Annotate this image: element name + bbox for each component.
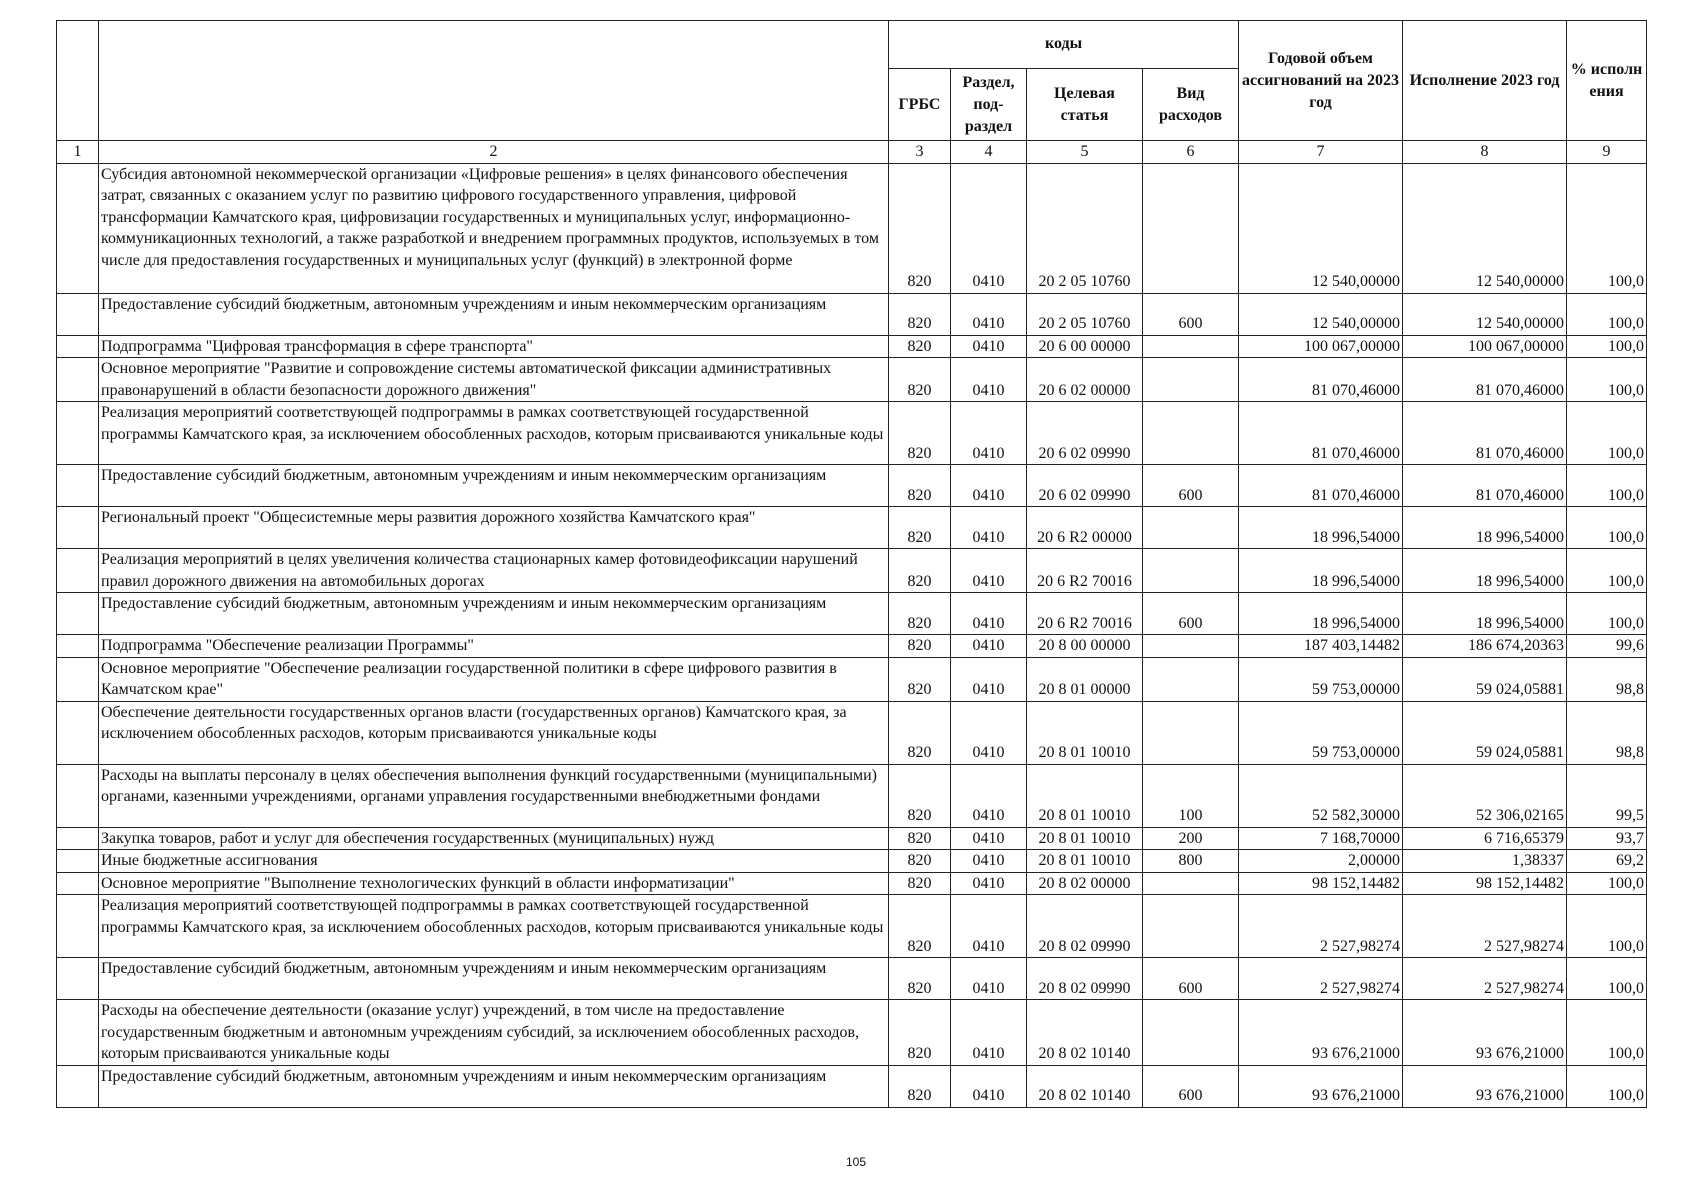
table-row	[57, 701, 1647, 764]
row-grbs: 820	[889, 549, 951, 593]
row-fact: 93 676,21000	[1403, 1065, 1567, 1107]
row-grbs: 820	[889, 335, 951, 358]
row-blank-cell	[57, 335, 99, 358]
row-percent: 100,0	[1567, 358, 1647, 402]
row-blank-cell	[57, 958, 99, 1000]
row-grbs: 820	[889, 701, 951, 764]
row-grbs: 820	[889, 635, 951, 658]
row-vid: 200	[1143, 827, 1239, 850]
row-plan: 12 540,00000	[1239, 163, 1403, 293]
row-name: Иные бюджетные ассигнования	[99, 850, 889, 873]
row-plan: 2,00000	[1239, 850, 1403, 873]
row-razdel: 0410	[951, 701, 1027, 764]
row-grbs: 820	[889, 465, 951, 507]
row-percent: 100,0	[1567, 593, 1647, 635]
row-blank-cell	[57, 850, 99, 873]
table-row	[57, 358, 1647, 402]
row-tselevaya: 20 8 02 10140	[1027, 1000, 1143, 1066]
row-grbs: 820	[889, 764, 951, 827]
row-percent: 100,0	[1567, 293, 1647, 335]
row-percent: 100,0	[1567, 549, 1647, 593]
row-razdel: 0410	[951, 657, 1027, 701]
row-razdel: 0410	[951, 293, 1027, 335]
table-row	[57, 293, 1647, 335]
row-fact: 98 152,14482	[1403, 872, 1567, 895]
table-row	[57, 549, 1647, 593]
row-blank-cell	[57, 507, 99, 549]
row-tselevaya: 20 6 02 00000	[1027, 358, 1143, 402]
row-plan: 81 070,46000	[1239, 402, 1403, 465]
row-tselevaya: 20 6 02 09990	[1027, 465, 1143, 507]
row-plan: 100 067,00000	[1239, 335, 1403, 358]
table-row	[57, 635, 1647, 658]
table-row	[57, 895, 1647, 958]
row-fact: 81 070,46000	[1403, 465, 1567, 507]
row-blank-cell	[57, 358, 99, 402]
row-name: Предоставление субсидий бюджетным, автономным учреждениям и иным некоммерческим организациям	[99, 593, 889, 635]
row-percent: 100,0	[1567, 507, 1647, 549]
header-tselevaya: Целевая статья	[1027, 69, 1143, 141]
page-number: 105	[846, 1155, 867, 1169]
header-vid: Вид расходов	[1143, 69, 1239, 141]
row-fact: 12 540,00000	[1403, 163, 1567, 293]
row-fact: 100 067,00000	[1403, 335, 1567, 358]
table-row	[57, 827, 1647, 850]
row-blank-cell	[57, 827, 99, 850]
row-grbs: 820	[889, 657, 951, 701]
row-vid	[1143, 701, 1239, 764]
row-razdel: 0410	[951, 895, 1027, 958]
table-row	[57, 402, 1647, 465]
row-blank-cell	[57, 764, 99, 827]
row-percent: 99,6	[1567, 635, 1647, 658]
row-percent: 98,8	[1567, 701, 1647, 764]
row-name: Основное мероприятие "Обеспечение реализации государственной политики в сфере цифрового развития в Камчатском крае"	[99, 657, 889, 701]
row-fact: 18 996,54000	[1403, 593, 1567, 635]
row-vid	[1143, 895, 1239, 958]
row-name: Подпрограмма "Цифровая трансформация в сфере транспорта"	[99, 335, 889, 358]
row-tselevaya: 20 8 00 00000	[1027, 635, 1143, 658]
row-plan: 12 540,00000	[1239, 293, 1403, 335]
row-vid	[1143, 163, 1239, 293]
row-fact: 186 674,20363	[1403, 635, 1567, 658]
row-vid	[1143, 549, 1239, 593]
row-plan: 59 753,00000	[1239, 701, 1403, 764]
row-name: Реализация мероприятий соответствующей подпрограммы в рамках соответствующей государственной программы Камчатского края, за исключением обособленных расходов, которым присваиваются уникальные коды	[99, 895, 889, 958]
row-tselevaya: 20 6 00 00000	[1027, 335, 1143, 358]
header-blank-1	[57, 21, 99, 141]
header-razdel: Раздел, под-раздел	[951, 69, 1027, 141]
row-plan: 2 527,98274	[1239, 958, 1403, 1000]
row-vid	[1143, 358, 1239, 402]
row-grbs: 820	[889, 358, 951, 402]
table-row	[57, 850, 1647, 873]
row-tselevaya: 20 8 02 09990	[1027, 895, 1143, 958]
row-razdel: 0410	[951, 635, 1027, 658]
row-percent: 100,0	[1567, 1000, 1647, 1066]
row-name: Закупка товаров, работ и услуг для обеспечения государственных (муниципальных) нужд	[99, 827, 889, 850]
row-plan: 93 676,21000	[1239, 1000, 1403, 1066]
row-plan: 18 996,54000	[1239, 549, 1403, 593]
row-fact: 6 716,65379	[1403, 827, 1567, 850]
row-blank-cell	[57, 163, 99, 293]
row-name: Субсидия автономной некоммерческой организации «Цифровые решения» в целях финансового обеспечения затрат, связанных с оказанием услуг по развитию цифрового государственного управления, цифровой трансформации Камчатского края, цифровизации государственных и муниципальных услуг, информационно-коммуникационных технологий, а также разработкой и внедрением программных продуктов, используемых в том числе для предоставления государственных и муниципальных услуг (функций) в электронной форме	[99, 163, 889, 293]
row-name: Предоставление субсидий бюджетным, автономным учреждениям и иным некоммерческим организациям	[99, 293, 889, 335]
table-row	[57, 958, 1647, 1000]
header-blank-2	[99, 21, 889, 141]
row-razdel: 0410	[951, 1000, 1027, 1066]
row-tselevaya: 20 8 01 10010	[1027, 827, 1143, 850]
row-percent: 100,0	[1567, 1065, 1647, 1107]
row-tselevaya: 20 6 R2 70016	[1027, 549, 1143, 593]
row-fact: 2 527,98274	[1403, 895, 1567, 958]
row-razdel: 0410	[951, 827, 1027, 850]
row-grbs: 820	[889, 850, 951, 873]
row-blank-cell	[57, 635, 99, 658]
row-razdel: 0410	[951, 335, 1027, 358]
table-row	[57, 872, 1647, 895]
row-blank-cell	[57, 701, 99, 764]
row-plan: 81 070,46000	[1239, 358, 1403, 402]
row-vid	[1143, 1000, 1239, 1066]
row-vid: 800	[1143, 850, 1239, 873]
header-percent: % исполнения	[1567, 21, 1647, 141]
row-fact: 2 527,98274	[1403, 958, 1567, 1000]
row-razdel: 0410	[951, 507, 1027, 549]
col-num-3: 3	[889, 141, 951, 164]
row-vid	[1143, 507, 1239, 549]
row-razdel: 0410	[951, 549, 1027, 593]
row-razdel: 0410	[951, 163, 1027, 293]
row-tselevaya: 20 8 02 00000	[1027, 872, 1143, 895]
header-ispolnenie: Исполнение 2023 год	[1403, 21, 1567, 141]
col-num-6: 6	[1143, 141, 1239, 164]
col-num-8: 8	[1403, 141, 1567, 164]
row-vid	[1143, 402, 1239, 465]
row-tselevaya: 20 8 01 00000	[1027, 657, 1143, 701]
row-fact: 18 996,54000	[1403, 507, 1567, 549]
row-razdel: 0410	[951, 465, 1027, 507]
header-grbs: ГРБС	[889, 69, 951, 141]
row-name: Предоставление субсидий бюджетным, автономным учреждениям и иным некоммерческим организациям	[99, 465, 889, 507]
row-tselevaya: 20 2 05 10760	[1027, 163, 1143, 293]
table-row	[57, 507, 1647, 549]
row-percent: 100,0	[1567, 465, 1647, 507]
col-num-5: 5	[1027, 141, 1143, 164]
row-grbs: 820	[889, 593, 951, 635]
row-blank-cell	[57, 872, 99, 895]
row-tselevaya: 20 6 R2 00000	[1027, 507, 1143, 549]
row-fact: 1,38337	[1403, 850, 1567, 873]
row-percent: 69,2	[1567, 850, 1647, 873]
row-plan: 18 996,54000	[1239, 593, 1403, 635]
row-percent: 100,0	[1567, 958, 1647, 1000]
row-blank-cell	[57, 657, 99, 701]
row-plan: 98 152,14482	[1239, 872, 1403, 895]
row-name: Реализация мероприятий соответствующей подпрограммы в рамках соответствующей государственной программы Камчатского края, за исключением обособленных расходов, которым присваиваются уникальные коды	[99, 402, 889, 465]
row-percent: 100,0	[1567, 335, 1647, 358]
table-row	[57, 163, 1647, 293]
row-fact: 59 024,05881	[1403, 701, 1567, 764]
table-row	[57, 1065, 1647, 1107]
row-vid	[1143, 657, 1239, 701]
col-num-7: 7	[1239, 141, 1403, 164]
row-tselevaya: 20 8 01 10010	[1027, 764, 1143, 827]
row-grbs: 820	[889, 293, 951, 335]
row-tselevaya: 20 2 05 10760	[1027, 293, 1143, 335]
row-vid	[1143, 635, 1239, 658]
row-name: Основное мероприятие "Выполнение технологических функций в области информатизации"	[99, 872, 889, 895]
row-fact: 93 676,21000	[1403, 1000, 1567, 1066]
row-vid	[1143, 335, 1239, 358]
row-plan: 59 753,00000	[1239, 657, 1403, 701]
row-tselevaya: 20 8 01 10010	[1027, 701, 1143, 764]
row-blank-cell	[57, 465, 99, 507]
row-name: Предоставление субсидий бюджетным, автономным учреждениям и иным некоммерческим организациям	[99, 958, 889, 1000]
row-percent: 100,0	[1567, 895, 1647, 958]
row-name: Подпрограмма "Обеспечение реализации Программы"	[99, 635, 889, 658]
row-plan: 81 070,46000	[1239, 465, 1403, 507]
row-fact: 81 070,46000	[1403, 402, 1567, 465]
row-blank-cell	[57, 402, 99, 465]
row-vid: 600	[1143, 1065, 1239, 1107]
row-grbs: 820	[889, 1065, 951, 1107]
row-plan: 52 582,30000	[1239, 764, 1403, 827]
row-razdel: 0410	[951, 872, 1027, 895]
row-vid: 100	[1143, 764, 1239, 827]
row-blank-cell	[57, 1065, 99, 1107]
row-grbs: 820	[889, 402, 951, 465]
row-grbs: 820	[889, 507, 951, 549]
row-name: Расходы на выплаты персоналу в целях обеспечения выполнения функций государственными (муниципальными) органами, казенными учреждениями, органами управления государственными внебюджетными фондами	[99, 764, 889, 827]
col-num-9: 9	[1567, 141, 1647, 164]
row-tselevaya: 20 8 02 09990	[1027, 958, 1143, 1000]
row-blank-cell	[57, 293, 99, 335]
header-kody: коды	[889, 21, 1239, 69]
row-razdel: 0410	[951, 764, 1027, 827]
row-grbs: 820	[889, 163, 951, 293]
row-plan: 93 676,21000	[1239, 1065, 1403, 1107]
row-tselevaya: 20 6 R2 70016	[1027, 593, 1143, 635]
col-num-2: 2	[99, 141, 889, 164]
row-fact: 52 306,02165	[1403, 764, 1567, 827]
table-row	[57, 593, 1647, 635]
row-name: Основное мероприятие "Развитие и сопровождение системы автоматической фиксации административных правонарушений в области безопасности дорожного движения"	[99, 358, 889, 402]
row-name: Реализация мероприятий в целях увеличения количества стационарных камер фотовидеофиксации нарушений правил дорожного движения на автомобильных дорогах	[99, 549, 889, 593]
row-vid: 600	[1143, 958, 1239, 1000]
row-plan: 7 168,70000	[1239, 827, 1403, 850]
table-row	[57, 335, 1647, 358]
table-row	[57, 465, 1647, 507]
col-num-1: 1	[57, 141, 99, 164]
row-razdel: 0410	[951, 402, 1027, 465]
table-row	[57, 1000, 1647, 1066]
row-grbs: 820	[889, 1000, 951, 1066]
budget-table	[56, 20, 1647, 1108]
row-tselevaya: 20 6 02 09990	[1027, 402, 1143, 465]
row-name: Расходы на обеспечение деятельности (оказание услуг) учреждений, в том числе на предоставление государственным бюджетным и автономным учреждениям субсидий, за исключением обособленных расходов, которым присваиваются уникальные коды	[99, 1000, 889, 1066]
row-grbs: 820	[889, 958, 951, 1000]
row-name: Обеспечение деятельности государственных органов власти (государственных органов) Камчатского края, за исключением обособленных расходов, которым присваиваются уникальные коды	[99, 701, 889, 764]
row-plan: 187 403,14482	[1239, 635, 1403, 658]
row-fact: 59 024,05881	[1403, 657, 1567, 701]
row-name: Региональный проект "Общесистемные меры развития дорожного хозяйства Камчатского края"	[99, 507, 889, 549]
row-razdel: 0410	[951, 850, 1027, 873]
row-blank-cell	[57, 1000, 99, 1066]
row-blank-cell	[57, 895, 99, 958]
row-vid	[1143, 872, 1239, 895]
row-vid: 600	[1143, 593, 1239, 635]
row-percent: 100,0	[1567, 402, 1647, 465]
row-percent: 99,5	[1567, 764, 1647, 827]
row-percent: 100,0	[1567, 872, 1647, 895]
row-percent: 98,8	[1567, 657, 1647, 701]
row-fact: 81 070,46000	[1403, 358, 1567, 402]
row-name: Предоставление субсидий бюджетным, автономным учреждениям и иным некоммерческим организациям	[99, 1065, 889, 1107]
row-grbs: 820	[889, 895, 951, 958]
table-row	[57, 764, 1647, 827]
row-fact: 12 540,00000	[1403, 293, 1567, 335]
row-razdel: 0410	[951, 358, 1027, 402]
row-blank-cell	[57, 549, 99, 593]
row-razdel: 0410	[951, 958, 1027, 1000]
row-vid: 600	[1143, 293, 1239, 335]
row-tselevaya: 20 8 01 10010	[1027, 850, 1143, 873]
row-grbs: 820	[889, 872, 951, 895]
row-blank-cell	[57, 593, 99, 635]
row-grbs: 820	[889, 827, 951, 850]
row-fact: 18 996,54000	[1403, 549, 1567, 593]
table-row	[57, 657, 1647, 701]
row-razdel: 0410	[951, 593, 1027, 635]
row-plan: 2 527,98274	[1239, 895, 1403, 958]
column-numbers-row	[57, 141, 1647, 164]
header-godovoy: Годовой объем ассигнований на 2023 год	[1239, 21, 1403, 141]
row-tselevaya: 20 8 02 10140	[1027, 1065, 1143, 1107]
row-percent: 93,7	[1567, 827, 1647, 850]
row-razdel: 0410	[951, 1065, 1027, 1107]
row-plan: 18 996,54000	[1239, 507, 1403, 549]
row-percent: 100,0	[1567, 163, 1647, 293]
row-vid: 600	[1143, 465, 1239, 507]
col-num-4: 4	[951, 141, 1027, 164]
